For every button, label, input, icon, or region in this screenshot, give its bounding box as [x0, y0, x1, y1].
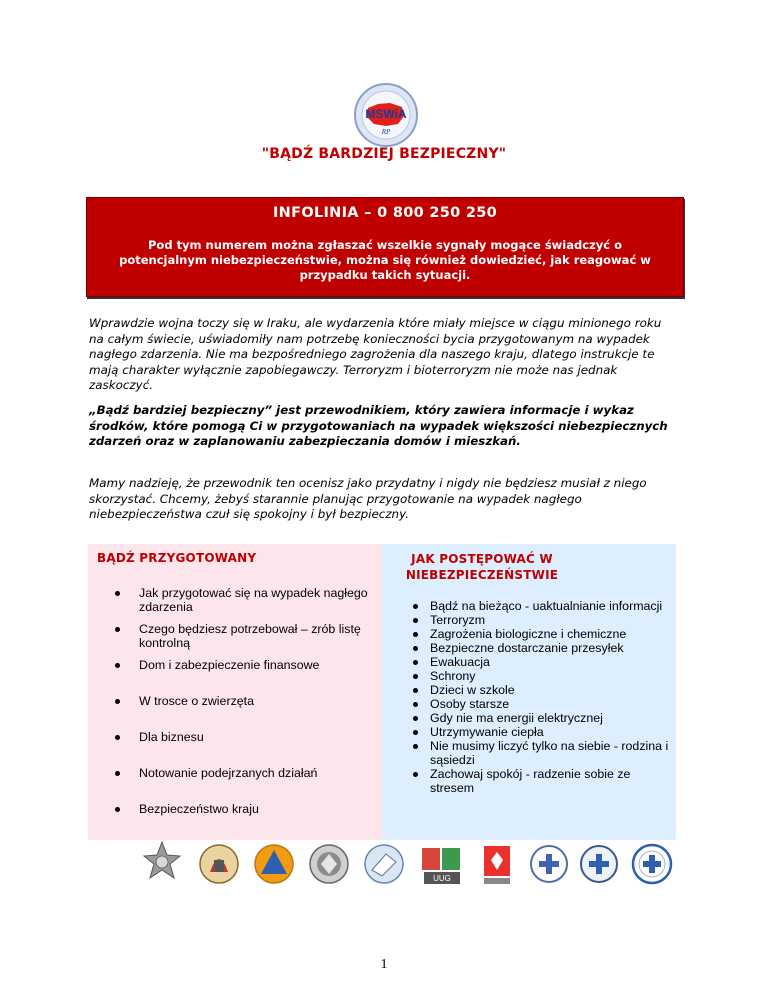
- list-item: Zagrożenia biologiczne i chemiczne: [417, 627, 675, 641]
- list-item: Bezpieczne dostarczanie przesyłek: [417, 641, 675, 655]
- border-guard-emblem-icon: [310, 845, 348, 883]
- list-item: Osoby starsze: [417, 697, 675, 711]
- list-item: Zachowaj spokój - radzenie sobie ze stresem: [417, 767, 675, 795]
- polish-eagle-emblem-icon: [484, 846, 510, 884]
- infoline-text: Pod tym numerem można zgłaszać wszelkie sygnały mogące świadczyć o potencjalnym niebezpieczeństwie, można się również dowiedzieć, jak reagować w przypadku takich sytuacji.: [119, 238, 651, 282]
- infoline-title: INFOLINIA – 0 800 250 250: [272, 205, 498, 221]
- list-item: Dzieci w szkole: [417, 683, 675, 697]
- list-item: Ewakuacja: [417, 655, 675, 669]
- intro-paragraph: Wprawdzie wojna toczy się w Iraku, ale wydarzenia które miały miejsce w ciągu minionego roku na całym świecie, uświadomiły nam potrzebę konieczności bycia przygotowanym na wypadek nagłego zdarzenia. Nie ma bezpośredniego zagrożenia dla naszego kraju, dlatego instrukcje te mają charakter wyłącznie zapobiegawczy. Terroryzm i bioterroryzm nie może nas jednak zaskoczyć.: [89, 316, 662, 393]
- ministry-emblem-logo: [348, 82, 424, 148]
- be-prepared-heading: BĄDŹ PRZYGOTOWANY: [97, 551, 257, 565]
- list-item: Utrzymywanie ciepła: [417, 725, 675, 739]
- medical-cross-emblem-icon: [531, 846, 567, 882]
- list-item: Nie musimy liczyć tylko na siebie - rodzina i sąsiedzi: [417, 739, 675, 767]
- be-prepared-list: [114, 586, 376, 838]
- list-item: Terroryzm: [417, 613, 675, 627]
- list-item: Notowanie podejrzanych działań: [114, 766, 376, 799]
- rescue-emblem-icon: [581, 846, 617, 882]
- svg-text:MSWiA: MSWiA: [365, 107, 407, 121]
- list-item: W trosce o zwierzęta: [114, 694, 376, 727]
- infoline-box: [86, 197, 684, 297]
- office-emblem-icon: [422, 848, 460, 884]
- institution-logos-strip: [134, 836, 684, 892]
- list-item: Gdy nie ma energii elektrycznej: [417, 711, 675, 725]
- list-item: Dom i zabezpieczenie finansowe: [114, 658, 376, 691]
- svg-text:UUG: UUG: [433, 874, 451, 883]
- emergency-conduct-list: [417, 599, 675, 795]
- be-prepared-column: [88, 544, 382, 840]
- civil-defense-icon: [255, 845, 293, 883]
- list-item: Czego będziesz potrzebował – zrób listę kontrolną: [114, 622, 376, 655]
- list-item: Dla biznesu: [114, 730, 376, 763]
- fire-brigade-emblem-icon: [200, 845, 238, 883]
- svg-text:RP: RP: [381, 128, 391, 136]
- emergency-conduct-column: [382, 544, 676, 840]
- closing-paragraph: Mamy nadzieję, że przewodnik ten ocenisz jako przydatny i nigdy nie będziesz musiał z niego skorzystać. Chcemy, żebyś starannie planując przygotowanie na wypadek nagłego niebezpieczeństwa czuł się spokojny i był bezpieczny.: [89, 476, 647, 522]
- page-title: "BĄDŹ BARDZIEJ BEZPIECZNY": [261, 146, 507, 162]
- police-star-icon: [144, 842, 180, 878]
- list-item: Schrony: [417, 669, 675, 683]
- page-number: 1: [380, 957, 388, 972]
- list-item: Jak przygotować się na wypadek nagłego zdarzenia: [114, 586, 376, 619]
- emergency-conduct-heading: JAK POSTĘPOWAĆ W NIEBEZPIECZEŃSTWIE: [405, 552, 559, 582]
- guide-description-paragraph: „Bądź bardziej bezpieczny” jest przewodnikiem, który zawiera informacje i wykaz środków, które pomogą Ci w przygotowaniach na wypadek większości niebezpiecznych zdarzeń oraz w zaplanowaniu zabezpieczania domów i mieszkań.: [89, 403, 668, 449]
- ambulance-service-emblem-icon: [633, 845, 671, 883]
- list-item: Bezpieczeństwo kraju: [114, 802, 376, 835]
- government-protection-emblem-icon: [365, 845, 403, 883]
- list-item: Bądź na bieżąco - uaktualnianie informacji: [417, 599, 675, 613]
